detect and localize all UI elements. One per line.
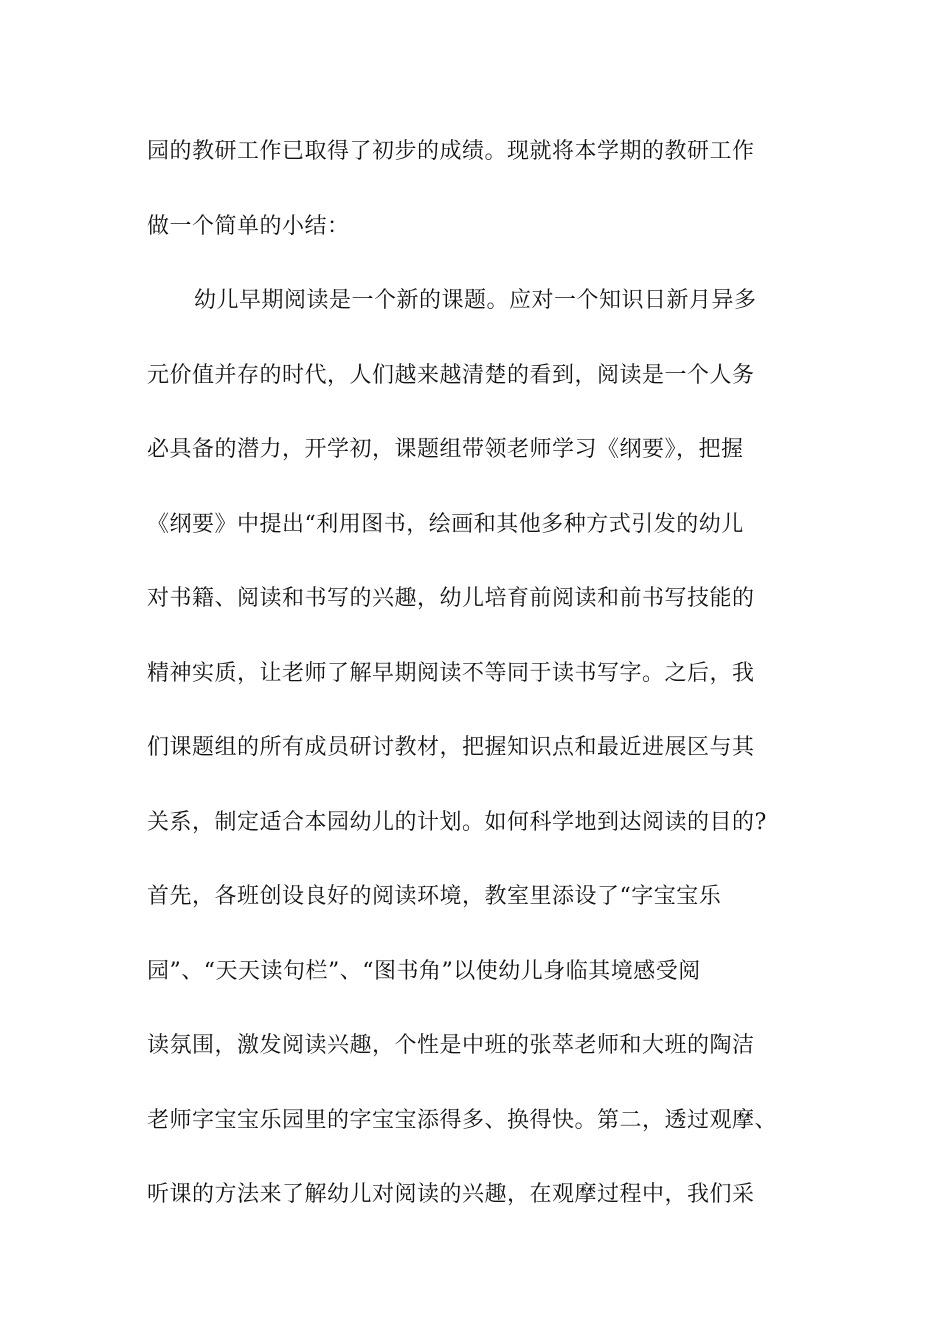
text-line-6: 《纲要》中提出“利用图书，绘画和其他多种方式引发的幼儿	[147, 511, 744, 537]
text-line-14: 老师字宝宝乐园里的字宝宝添得多、换得快。第二，透过观摩、	[147, 1107, 778, 1133]
body-text	[147, 129, 807, 1247]
text-line-11: 首先，各班创设良好的阅读环境，教室里添设了“字宝宝乐	[147, 884, 722, 909]
text-line-4: 元价值并存的时代，人们越来越清楚的看到，阅读是一个人务	[147, 362, 755, 388]
text-line-12: 园”、“天天读句栏”、“图书角”以使幼儿身临其境感受阅	[147, 958, 701, 984]
text-line-1: 园的教研工作已取得了初步的成绩。现就将本学期的教研工作	[147, 139, 755, 164]
text-line-8: 精神实质，让老师了解早期阅读不等同于读书写字。之后，我	[147, 660, 755, 686]
text-line-5: 必具备的潜力，开学初，课题组带领老师学习《纲要》，把握	[147, 437, 744, 462]
text-line-2: 做一个简单的小结：	[147, 213, 350, 239]
text-line-10: 关系，制定适合本园幼儿的计划。如何科学地到达阅读的目的?	[147, 809, 767, 835]
text-line-13: 读氛围，激发阅读兴趣，个性是中班的张萃老师和大班的陶洁	[147, 1033, 755, 1058]
text-line-3: 幼儿早期阅读是一个新的课题。应对一个知识日新月异多	[194, 288, 757, 313]
text-line-15: 听课的方法来了解幼儿对阅读的兴趣，在观摩过程中，我们采	[147, 1182, 755, 1207]
text-line-7: 对书籍、阅读和书写的兴趣，幼儿培育前阅读和前书写技能的	[147, 586, 755, 611]
text-line-9: 们课题组的所有成员研讨教材，把握知识点和最近进展区与其	[147, 735, 755, 760]
